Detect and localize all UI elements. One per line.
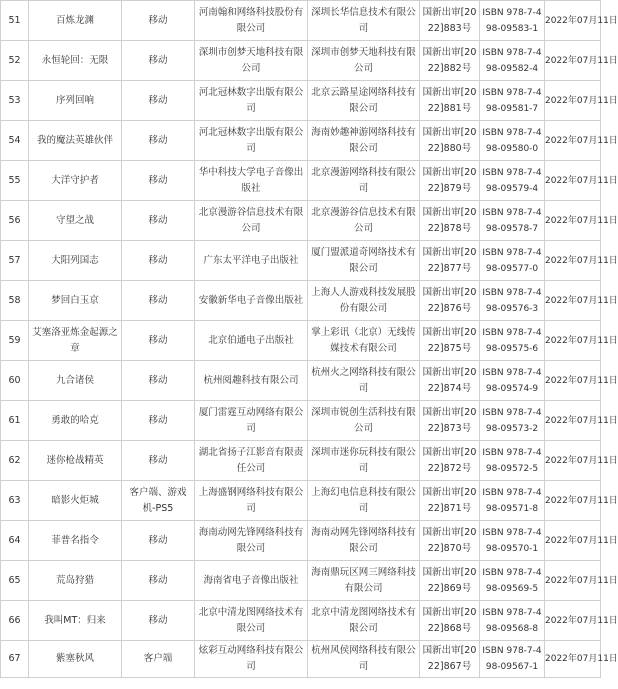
operator-cell: 上海幻电信息科技有限公司	[308, 481, 420, 521]
game-type-cell: 移动	[122, 601, 195, 641]
isbn-cell: ISBN 978-7-498-09569-5	[480, 561, 545, 601]
operator-cell: 杭州风侯网络科技有限公司	[308, 641, 420, 678]
isbn-cell: ISBN 978-7-498-09580-0	[480, 121, 545, 161]
game-name-cell: 守望之战	[29, 201, 122, 241]
operator-cell: 杭州火之网络科技有限公司	[308, 361, 420, 401]
row-number-cell: 59	[1, 321, 29, 361]
operator-cell: 深圳市锐创生活科技有限公司	[308, 401, 420, 441]
table-row	[1, 321, 601, 361]
row-number-cell: 67	[1, 641, 29, 678]
approval-date-cell: 2022年07月11日	[545, 81, 601, 121]
isbn-cell: ISBN 978-7-498-09573-2	[480, 401, 545, 441]
approval-date-cell: 2022年07月11日	[545, 561, 601, 601]
row-number-cell: 62	[1, 441, 29, 481]
publisher-cell: 北京伯通电子出版社	[195, 321, 308, 361]
table-row	[1, 561, 601, 601]
table-row	[1, 161, 601, 201]
table-row	[1, 601, 601, 641]
table-row	[1, 81, 601, 121]
table-row	[1, 641, 601, 678]
approval-number-cell: 国新出审[2022]882号	[420, 41, 480, 81]
approval-date-cell: 2022年07月11日	[545, 641, 601, 678]
game-type-cell: 客户端	[122, 641, 195, 678]
operator-cell: 厦门盟派道奇网络技术有限公司	[308, 241, 420, 281]
game-name-cell: 大阳列国志	[29, 241, 122, 281]
row-number-cell: 66	[1, 601, 29, 641]
operator-cell: 北京漫游网络科技有限公司	[308, 161, 420, 201]
approval-number-cell: 国新出审[2022]867号	[420, 641, 480, 678]
row-number-cell: 65	[1, 561, 29, 601]
isbn-cell: ISBN 978-7-498-09571-8	[480, 481, 545, 521]
game-type-cell: 移动	[122, 121, 195, 161]
publisher-cell: 海南动网先锋网络科技有限公司	[195, 521, 308, 561]
publisher-cell: 安徽新华电子音像出版社	[195, 281, 308, 321]
game-type-cell: 移动	[122, 81, 195, 121]
game-name-cell: 九合诸侯	[29, 361, 122, 401]
approval-number-cell: 国新出审[2022]872号	[420, 441, 480, 481]
row-number-cell: 51	[1, 1, 29, 41]
approval-date-cell: 2022年07月11日	[545, 321, 601, 361]
approval-date-cell: 2022年07月11日	[545, 281, 601, 321]
game-type-cell: 移动	[122, 281, 195, 321]
game-name-cell: 我叫MT：归来	[29, 601, 122, 641]
operator-cell: 深圳长华信息技术有限公司	[308, 1, 420, 41]
approval-number-cell: 国新出审[2022]877号	[420, 241, 480, 281]
game-name-cell: 永恒轮回：无限	[29, 41, 122, 81]
operator-cell: 海南妙趣神游网络科技有限公司	[308, 121, 420, 161]
game-type-cell: 移动	[122, 401, 195, 441]
row-number-cell: 55	[1, 161, 29, 201]
operator-cell: 海南鼎玩区网三网络科技有限公司	[308, 561, 420, 601]
row-number-cell: 56	[1, 201, 29, 241]
approval-number-cell: 国新出审[2022]873号	[420, 401, 480, 441]
isbn-cell: ISBN 978-7-498-09568-8	[480, 601, 545, 641]
publisher-cell: 湖北省扬子江影音有限责任公司	[195, 441, 308, 481]
game-name-cell: 大洋守护者	[29, 161, 122, 201]
operator-cell: 海南动网先锋网络科技有限公司	[308, 521, 420, 561]
row-number-cell: 53	[1, 81, 29, 121]
publisher-cell: 炫彩互动网络科技有限公司	[195, 641, 308, 678]
row-number-cell: 57	[1, 241, 29, 281]
publisher-cell: 河南翰和网络科技股份有限公司	[195, 1, 308, 41]
isbn-cell: ISBN 978-7-498-09567-1	[480, 641, 545, 678]
table-row	[1, 41, 601, 81]
game-type-cell: 移动	[122, 161, 195, 201]
game-name-cell: 菲普名指令	[29, 521, 122, 561]
approval-number-cell: 国新出审[2022]880号	[420, 121, 480, 161]
table-row	[1, 281, 601, 321]
game-type-cell: 移动	[122, 441, 195, 481]
approval-number-cell: 国新出审[2022]868号	[420, 601, 480, 641]
publisher-cell: 厦门雷霆互动网络有限公司	[195, 401, 308, 441]
publisher-cell: 北京中清龙图网络技术有限公司	[195, 601, 308, 641]
publisher-cell: 深圳市创梦天地科技有限公司	[195, 41, 308, 81]
operator-cell: 上海人人游戏科技发展股份有限公司	[308, 281, 420, 321]
table-row	[1, 401, 601, 441]
game-type-cell: 移动	[122, 1, 195, 41]
approval-number-cell: 国新出审[2022]881号	[420, 81, 480, 121]
publisher-cell: 河北冠林数字出版有限公司	[195, 121, 308, 161]
game-type-cell: 移动	[122, 201, 195, 241]
publisher-cell: 河北冠林数字出版有限公司	[195, 81, 308, 121]
approval-number-cell: 国新出审[2022]875号	[420, 321, 480, 361]
isbn-cell: ISBN 978-7-498-09574-9	[480, 361, 545, 401]
isbn-cell: ISBN 978-7-498-09579-4	[480, 161, 545, 201]
table-body	[1, 1, 618, 678]
game-name-cell: 序列回响	[29, 81, 122, 121]
approval-date-cell: 2022年07月11日	[545, 481, 601, 521]
approval-number-cell: 国新出审[2022]869号	[420, 561, 480, 601]
game-name-cell: 荒岛狩猎	[29, 561, 122, 601]
game-name-cell: 我的魔法英雄伙伴	[29, 121, 122, 161]
row-number-cell: 58	[1, 281, 29, 321]
publisher-cell: 华中科技大学电子音像出版社	[195, 161, 308, 201]
game-name-cell: 紫塞秋风	[29, 641, 122, 678]
approval-number-cell: 国新出审[2022]871号	[420, 481, 480, 521]
game-type-cell: 移动	[122, 561, 195, 601]
row-number-cell: 54	[1, 121, 29, 161]
table-row	[1, 1, 601, 41]
game-name-cell: 百炼龙渊	[29, 1, 122, 41]
approval-number-cell: 国新出审[2022]883号	[420, 1, 480, 41]
publisher-cell: 广东太平洋电子出版社	[195, 241, 308, 281]
isbn-cell: ISBN 978-7-498-09570-1	[480, 521, 545, 561]
approval-date-cell: 2022年07月11日	[545, 241, 601, 281]
approval-date-cell: 2022年07月11日	[545, 41, 601, 81]
operator-cell: 深圳市迷你玩科技有限公司	[308, 441, 420, 481]
row-number-cell: 64	[1, 521, 29, 561]
approval-date-cell: 2022年07月11日	[545, 441, 601, 481]
game-type-cell: 移动	[122, 41, 195, 81]
approval-date-cell: 2022年07月11日	[545, 161, 601, 201]
game-type-cell: 移动	[122, 361, 195, 401]
table-row	[1, 521, 601, 561]
approval-number-cell: 国新出审[2022]870号	[420, 521, 480, 561]
approval-date-cell: 2022年07月11日	[545, 121, 601, 161]
game-name-cell: 迷你枪战精英	[29, 441, 122, 481]
approval-date-cell: 2022年07月11日	[545, 521, 601, 561]
operator-cell: 北京中清龙图网络技术有限公司	[308, 601, 420, 641]
publisher-cell: 北京漫游谷信息技术有限公司	[195, 201, 308, 241]
table-row	[1, 481, 601, 521]
publisher-cell: 海南省电子音像出版社	[195, 561, 308, 601]
approval-number-cell: 国新出审[2022]879号	[420, 161, 480, 201]
game-type-cell: 客户端、游戏机-PS5	[122, 481, 195, 521]
row-number-cell: 61	[1, 401, 29, 441]
isbn-cell: ISBN 978-7-498-09572-5	[480, 441, 545, 481]
approval-date-cell: 2022年07月11日	[545, 1, 601, 41]
publisher-cell: 杭州阅趣科技有限公司	[195, 361, 308, 401]
operator-cell: 北京云路星途网络科技有限公司	[308, 81, 420, 121]
operator-cell: 深圳市创梦天地科技有限公司	[308, 41, 420, 81]
row-number-cell: 60	[1, 361, 29, 401]
game-name-cell: 勇敢的哈克	[29, 401, 122, 441]
approval-number-cell: 国新出审[2022]876号	[420, 281, 480, 321]
approval-date-cell: 2022年07月11日	[545, 361, 601, 401]
table-row	[1, 441, 601, 481]
game-name-cell: 暗影火炬城	[29, 481, 122, 521]
operator-cell: 北京漫游谷信息技术有限公司	[308, 201, 420, 241]
game-name-cell: 艾塞洛亚炼金起源之章	[29, 321, 122, 361]
approval-date-cell: 2022年07月11日	[545, 601, 601, 641]
game-type-cell: 移动	[122, 321, 195, 361]
isbn-cell: ISBN 978-7-498-09576-3	[480, 281, 545, 321]
approval-date-cell: 2022年07月11日	[545, 201, 601, 241]
isbn-cell: ISBN 978-7-498-09581-7	[480, 81, 545, 121]
isbn-cell: ISBN 978-7-498-09577-0	[480, 241, 545, 281]
approval-date-cell: 2022年07月11日	[545, 401, 601, 441]
game-name-cell: 梦回白玉京	[29, 281, 122, 321]
row-number-cell: 63	[1, 481, 29, 521]
table-row	[1, 201, 601, 241]
isbn-cell: ISBN 978-7-498-09575-6	[480, 321, 545, 361]
approval-number-cell: 国新出审[2022]874号	[420, 361, 480, 401]
table-row	[1, 241, 601, 281]
operator-cell: 掌上彩讯（北京）无线传媒技术有限公司	[308, 321, 420, 361]
isbn-cell: ISBN 978-7-498-09578-7	[480, 201, 545, 241]
game-type-cell: 移动	[122, 241, 195, 281]
isbn-cell: ISBN 978-7-498-09583-1	[480, 1, 545, 41]
approval-number-cell: 国新出审[2022]878号	[420, 201, 480, 241]
table-row	[1, 361, 601, 401]
game-type-cell: 移动	[122, 521, 195, 561]
table-row	[1, 121, 601, 161]
isbn-cell: ISBN 978-7-498-09582-4	[480, 41, 545, 81]
row-number-cell: 52	[1, 41, 29, 81]
publisher-cell: 上海盛钢网络科技有限公司	[195, 481, 308, 521]
